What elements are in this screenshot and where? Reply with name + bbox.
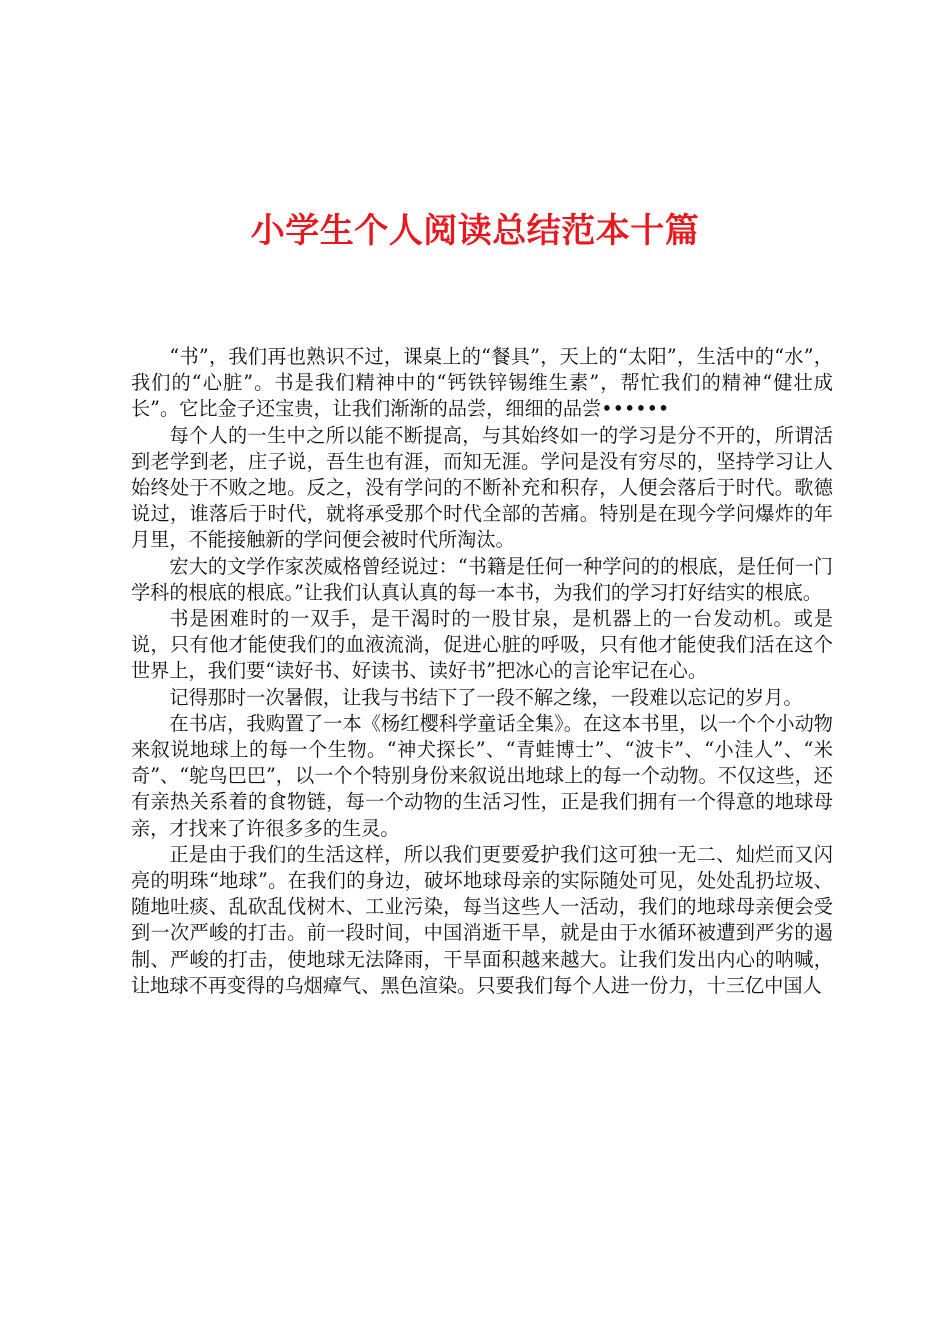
paragraph: 每个人的一生中之所以能不断提高，与其始终如一的学习是分不开的，所谓活到老学到老，庄子说，吾生也有涯，而知无涯。学问是没有穷尽的，坚持学习让人始终处于不败之地。反之，没有学问的不断补充和积存，人便会落后于时代。歌德说过，谁落后于时代，就将承受那个时代全部的苦痛。特别是在现今学问爆炸的年月里，不能接触新的学问便会被时代所淘汰。: [131, 423, 833, 552]
paragraph: 在书店，我购置了一本《杨红樱科学童话全集》。在这本书里，以一个个小动物来叙说地球上的每一个生物。“神犬探长”、“青蛙博士”、“波卡”、“小洼人”、“米奇”、“鸵鸟巴巴”，以一个个特别身份来叙说出地球上的每一个动物。不仅这些，还有亲热关系着的食物链，每一个动物的生活习性，正是我们拥有一个得意的地球母亲，才找来了许很多多的生灵。: [131, 711, 833, 840]
document-body: [131, 344, 833, 999]
paragraph: 正是由于我们的生活这样，所以我们更要爱护我们这可独一无二、灿烂而又闪亮的明珠“地球”。在我们的身边，破坏地球母亲的实际随处可见，处处乱扔垃圾、随地吐痰、乱砍乱伐树木、工业污染，每当这些人一活动，我们的地球母亲便会受到一次严峻的打击。前一段时间，中国消逝干旱，就是由于水循环被遭到严劣的遏制、严峻的打击，使地球无法降雨，干旱面积越来越大。让我们发出内心的呐喊，让地球不再变得的乌烟瘴气、黑色渲染。只要我们每个人进一份力，十三亿中国人: [131, 842, 833, 997]
paragraph: 书是困难时的一双手，是干渴时的一股甘泉，是机器上的一台发动机。或是说，只有他才能使我们的血液流淌，促进心脏的呼吸，只有他才能使我们活在这个世界上，我们要“读好书、好读书、读好书”把冰心的言论牢记在心。: [131, 607, 833, 683]
paragraph: 记得那时一次暑假，让我与书结下了一段不解之缘，一段难以忘记的岁月。: [169, 685, 803, 709]
paragraph: “书”，我们再也熟识不过，课桌上的“餐具”，天上的“太阳”，生活中的“水”，我们的“心脏”。书是我们精神中的“钙铁锌锡维生素”，帮忙我们的精神“健壮成长”。它比金子还宝贵，让我们渐渐的品尝，细细的品尝••••••: [131, 345, 833, 421]
document-title: 小学生个人阅读总结范本十篇: [250, 211, 700, 251]
paragraph: 宏大的文学作家茨威格曾经说过：“书籍是任何一种学问的的根底，是任何一门学科的根底的根底。”让我们认真认真的每一本书，为我们的学习打好结实的根底。: [131, 554, 833, 604]
